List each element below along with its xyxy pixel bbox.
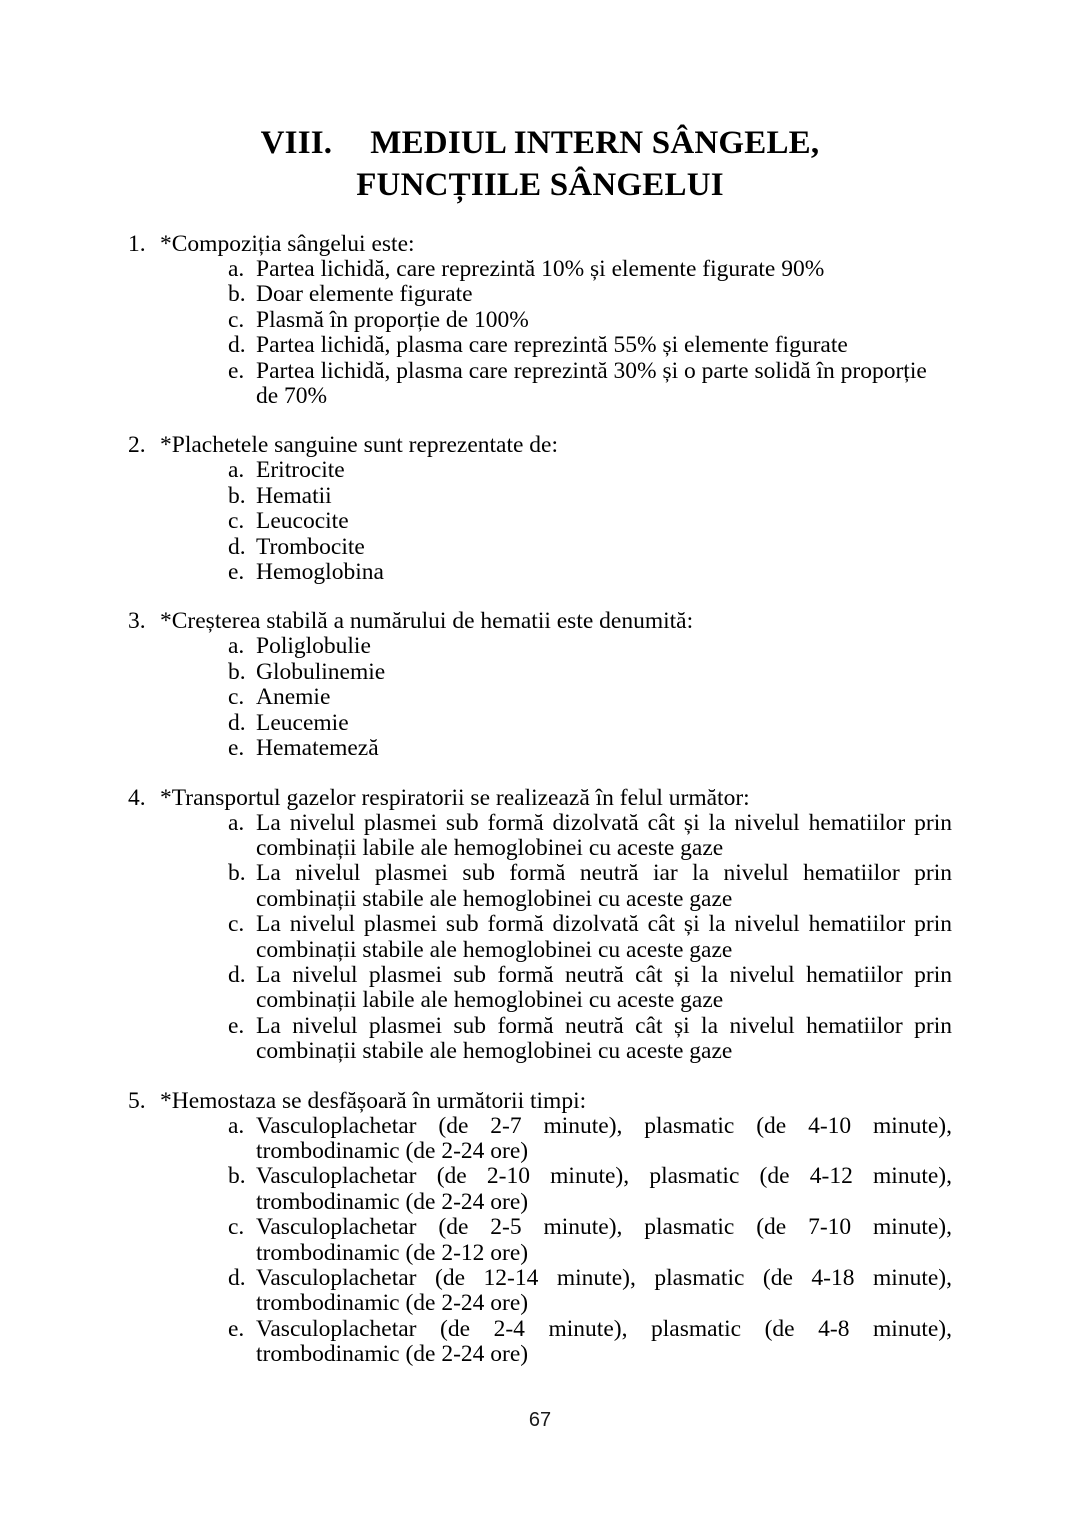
answer-letter: a. (228, 633, 245, 660)
answer-letter: b. (228, 658, 246, 685)
question-text: *Transportul gazelor respiratorii se realizează în felul următor: (160, 784, 750, 811)
question-stem (128, 786, 952, 811)
answer-letter: a. (228, 457, 245, 484)
question-block (128, 786, 952, 1065)
answer-text: Anemie (256, 684, 331, 711)
question-number: 2. (128, 432, 146, 459)
answer-text: Poliglobulie (256, 633, 371, 660)
answer-text: Vasculoplachetar (de 2-5 minute), plasmatic (de 7-10 minute), trombodinamic (de 2-12 ore) (256, 1214, 952, 1266)
page-title-line-1 (128, 122, 952, 164)
answer-text: Vasculoplachetar (de 2-4 minute), plasmatic (de 4-8 minute), trombodinamic (de 2-24 ore) (256, 1315, 952, 1368)
chapter-title-part-1: MEDIUL INTERN SÂNGELE, (370, 125, 820, 161)
answer-letter: c. (228, 306, 245, 333)
question-text: *Plachetele sanguine sunt reprezentate de: (160, 432, 559, 459)
answer-options (128, 1114, 952, 1368)
question-stem (128, 433, 952, 458)
answer-letter: d. (228, 533, 246, 560)
answer-option[interactable] (128, 660, 952, 685)
answer-option[interactable] (128, 359, 952, 410)
answer-letter: d. (228, 961, 246, 988)
answer-options (128, 634, 952, 761)
answer-letter: c. (228, 1214, 245, 1241)
answer-option[interactable] (128, 1014, 952, 1065)
chapter-number: VIII. (260, 125, 333, 161)
answer-letter: e. (228, 735, 245, 762)
question-number: 3. (128, 608, 146, 635)
answer-option[interactable] (128, 509, 952, 534)
answer-letter: e. (228, 1012, 245, 1039)
answer-text: Hemoglobina (256, 559, 384, 586)
answer-option[interactable] (128, 861, 952, 912)
answer-text: Doar elemente figurate (256, 281, 473, 308)
answer-letter: b. (228, 860, 246, 887)
answer-letter: d. (228, 332, 246, 359)
answer-option[interactable] (128, 560, 952, 585)
answer-text: Partea lichidă, plasma care reprezintă 55% și elemente figurate (256, 332, 848, 359)
answer-text: La nivelul plasmei sub formă neutră cât și la nivelul hematiilor prin combinații labile ale hemoglobinei cu aceste gaze (256, 961, 952, 1014)
question-block (128, 433, 952, 585)
answer-letter: d. (228, 709, 246, 736)
answer-text: Partea lichidă, plasma care reprezintă 30% și o parte solidă în proporție de 70% (256, 357, 927, 410)
question-stem (128, 1089, 952, 1114)
answer-letter: c. (228, 911, 245, 938)
answer-letter: a. (228, 1112, 245, 1139)
answer-option[interactable] (128, 333, 952, 358)
answer-text: Hematii (256, 482, 332, 509)
answer-text: Partea lichidă, care reprezintă 10% și elemente figurate 90% (256, 256, 825, 282)
answer-letter: b. (228, 1163, 246, 1190)
answer-option[interactable] (128, 257, 952, 282)
question-block (128, 609, 952, 761)
question-stem (128, 609, 952, 634)
answer-option[interactable] (128, 963, 952, 1014)
answer-letter: e. (228, 559, 245, 586)
question-block (128, 232, 952, 409)
question-number: 4. (128, 784, 146, 811)
answer-option[interactable] (128, 1266, 952, 1317)
answer-option[interactable] (128, 535, 952, 560)
answer-text: Leucemie (256, 709, 349, 736)
question-text: *Hemostaza se desfășoară în următorii timpi: (160, 1087, 587, 1114)
answer-text: La nivelul plasmei sub formă neutră cât și la nivelul hematiilor prin combinații stabile ale hemoglobinei cu aceste gaze (256, 1012, 952, 1065)
answer-option[interactable] (128, 484, 952, 509)
answer-options (128, 458, 952, 585)
answer-letter: e. (228, 357, 245, 384)
question-number: 5. (128, 1087, 146, 1114)
answer-letter: b. (228, 281, 246, 308)
answer-text: Leucocite (256, 508, 349, 535)
question-list (128, 232, 952, 1368)
answer-letter: a. (228, 256, 245, 282)
question-stem (128, 232, 952, 257)
answer-option[interactable] (128, 736, 952, 761)
answer-options (128, 257, 952, 409)
answer-letter: a. (228, 809, 245, 836)
answer-text: Plasmă în proporție de 100% (256, 306, 529, 333)
answer-option[interactable] (128, 711, 952, 736)
answer-option[interactable] (128, 282, 952, 307)
answer-text: Eritrocite (256, 457, 345, 484)
answer-text: Hematemeză (256, 735, 379, 762)
answer-letter: e. (228, 1315, 245, 1342)
answer-text: La nivelul plasmei sub formă dizolvată cât și la nivelul hematiilor prin combinații stabile ale hemoglobinei cu aceste gaze (256, 911, 952, 963)
answer-text: Trombocite (256, 533, 365, 560)
answer-option[interactable] (128, 811, 952, 862)
answer-text: Globulinemie (256, 658, 386, 685)
answer-letter: c. (228, 508, 245, 535)
answer-option[interactable] (128, 458, 952, 483)
answer-letter: b. (228, 482, 246, 509)
answer-letter: c. (228, 684, 245, 711)
answer-text: La nivelul plasmei sub formă dizolvată cât și la nivelul hematiilor prin combinații labile ale hemoglobinei cu aceste gaze (256, 809, 952, 861)
question-block (128, 1089, 952, 1368)
page-title (128, 122, 952, 206)
answer-option[interactable] (128, 1114, 952, 1165)
answer-text: Vasculoplachetar (de 12-14 minute), plasmatic (de 4-18 minute), trombodinamic (de 2-24 ore) (256, 1265, 952, 1317)
question-text: *Creșterea stabilă a numărului de hematii este denumită: (160, 608, 694, 635)
answer-option[interactable] (128, 1164, 952, 1215)
answer-options (128, 811, 952, 1065)
answer-option[interactable] (128, 308, 952, 333)
answer-text: Vasculoplachetar (de 2-10 minute), plasmatic (de 4-12 minute), trombodinamic (de 2-24 ore) (256, 1163, 952, 1215)
question-text: *Compoziția sângelui este: (160, 231, 415, 257)
answer-text: La nivelul plasmei sub formă neutră iar la nivelul hematiilor prin combinații stabile ale hemoglobinei cu aceste gaze (256, 860, 952, 912)
answer-text: Vasculoplachetar (de 2-7 minute), plasmatic (de 4-10 minute), trombodinamic (de 2-24 ore) (256, 1112, 952, 1164)
page-title-line-2: FUNCȚIILE SÂNGELUI (356, 167, 724, 203)
answer-option[interactable] (128, 1215, 952, 1266)
answer-option[interactable] (128, 634, 952, 659)
answer-option[interactable] (128, 1317, 952, 1368)
answer-option[interactable] (128, 685, 952, 710)
answer-letter: d. (228, 1265, 246, 1291)
page-number: 67 (528, 1409, 552, 1431)
question-number: 1. (128, 231, 146, 257)
answer-option[interactable] (128, 912, 952, 963)
